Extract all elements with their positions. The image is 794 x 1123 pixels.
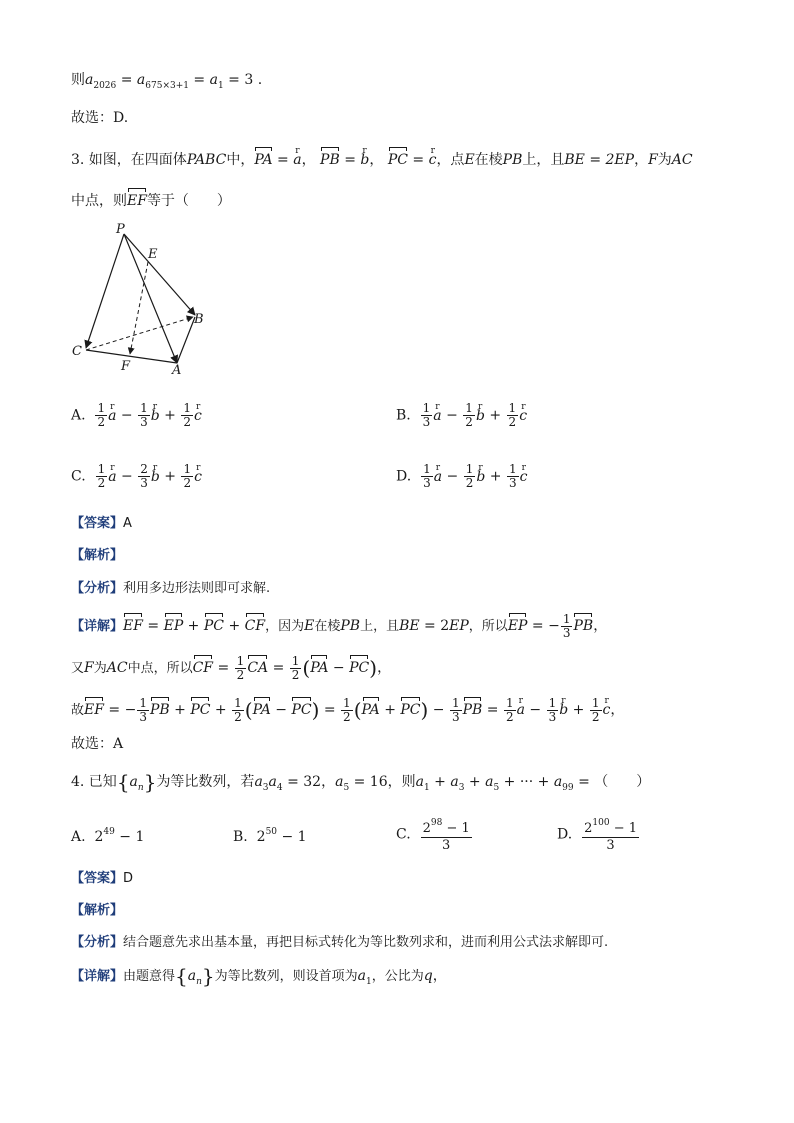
option-3D: D. $\frac{1}{3}$ a r − $\frac{1}{2}$ b r + $\frac{1}{3}$ c r: [396, 463, 527, 490]
analysis-4-heading: 【解析】: [71, 903, 124, 918]
analysis-3-heading: 【解析】: [71, 548, 124, 563]
option-3B: B. $\frac{1}{3}$ a r − $\frac{1}{2}$ b r + $\frac{1}{2}$ c r: [396, 402, 527, 429]
select-line-1: 故选：D.: [71, 110, 129, 126]
label-F: F: [121, 359, 131, 374]
option-3C: C. $\frac{1}{2}$ a r − $\frac{2}{3}$ b r + $\frac{1}{2}$ c r: [71, 463, 202, 490]
edge-PC: [86, 234, 124, 348]
label-A: A: [172, 363, 182, 378]
question-4: 4. 已知$\{a_n\}$为等比数列，若$a_3a_4 = 32$，$a_5 = 16$，则$a_1 + a_3 + a_5$ + ··· + $a_{99}$ = （ ）: [71, 770, 651, 794]
question-3-line-2: 中点，则EF等于（ ）: [71, 187, 231, 211]
select-line-3: 故选：A: [71, 736, 124, 752]
edge-CB-dashed: [86, 317, 193, 350]
option-4C: C. $\frac{2^{98} - 1}{3}$: [396, 815, 473, 854]
label-B: B: [194, 312, 204, 327]
option-4B: B. $2^{50} - 1$: [233, 827, 307, 845]
edge-AB: [177, 317, 195, 363]
xiangjie-3-line-2: 又F为AC中点，所以CF = $\frac{1}{2}$ CA = $\frac{1}{2}$ (PA − PC)，: [71, 653, 392, 682]
answer-4: 【答案】D: [71, 871, 134, 886]
edge-PB: [124, 234, 195, 315]
option-4D: D. $\frac{2^{100} - 1}{3}$: [557, 815, 640, 854]
xiangjie-3-line-1: 【详解】EF = EP + PC + CF，因为E在棱PB上，且BE = 2EP，所以EP = − $\frac{1}{3}$ PB，: [71, 611, 608, 640]
fenxi-4: 【分析】结合题意先求出基本量，再把目标式转化为等比数列求和，进而利用公式法求解即可.: [71, 935, 609, 950]
option-3A: A. $\frac{1}{2}$ a r − $\frac{1}{3}$ b r + $\frac{1}{2}$ c r: [71, 402, 202, 429]
line-a2026: 则$a_{2026} = a_{675\times 3+1} = a_1 = 3$ .: [71, 72, 263, 91]
fenxi-3: 【分析】利用多边形法则即可求解.: [71, 581, 271, 596]
label-E: E: [148, 247, 158, 262]
segment-EF-dashed: [130, 262, 148, 354]
label-C: C: [72, 344, 82, 359]
edge-CA: [86, 350, 177, 363]
tetrahedron-figure: [68, 220, 218, 380]
answer-3: 【答案】A: [71, 516, 132, 531]
option-4A: A. $2^{49} - 1$: [71, 827, 145, 845]
xiangjie-3-line-3: 故EF = − $\frac{1}{3}$ PB + PC + $\frac{1}{2}$ (PA − PC) = $\frac{1}{2}$ (PA + PC) − $\frac{1}{3}$ PB = $\frac{1}{2}$ a r − $\frac{1}{3}$ b r + $\frac{1}{2}$ c r，: [71, 696, 624, 724]
label-P: P: [116, 222, 125, 237]
xiangjie-4: 【详解】由题意得$\{a_n\}$为等比数列，则设首项为$a_1$，公比为q，: [71, 964, 447, 988]
question-3-line-1: 3. 如图，在四面体PABC中，PA = a r， PB = b r， PC = c r，点E在棱PB上，且BE = 2EP，F为AC: [71, 146, 693, 170]
